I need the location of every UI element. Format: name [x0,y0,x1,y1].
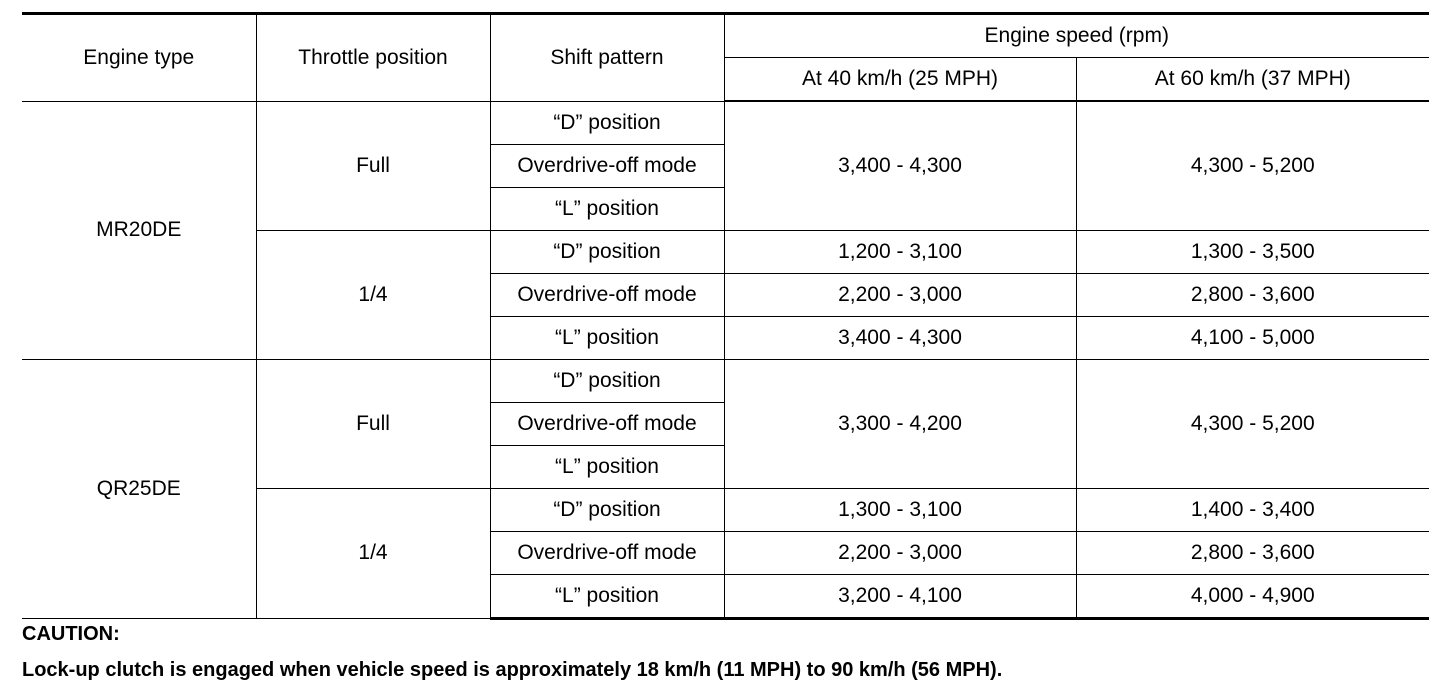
caution-text: Lock-up clutch is engaged when vehicle speed is approximately 18 km/h (11 MPH) to 90 km/h (56 MPH). [22,659,1003,681]
speed-40-cell: 2,200 - 3,000 [724,531,1076,574]
throttle-cell: 1/4 [256,230,490,359]
shift-pattern-cell: “D” position [490,101,724,144]
shift-pattern-cell: “L” position [490,445,724,488]
shift-pattern-cell: “L” position [490,316,724,359]
throttle-cell: Full [256,359,490,488]
speed-60-cell: 1,300 - 3,500 [1076,230,1429,273]
shift-pattern-cell: “L” position [490,187,724,230]
shift-pattern-cell: Overdrive-off mode [490,402,724,445]
engine-speed-spec-table [22,12,1429,620]
shift-pattern-cell: Overdrive-off mode [490,144,724,187]
speed-40-cell: 3,400 - 4,300 [724,101,1076,230]
throttle-cell: Full [256,101,490,230]
speed-60-cell: 4,300 - 5,200 [1076,359,1429,488]
shift-pattern-cell: Overdrive-off mode [490,273,724,316]
speed-40-cell: 2,200 - 3,000 [724,273,1076,316]
speed-60-cell: 2,800 - 3,600 [1076,273,1429,316]
shift-pattern-cell: “D” position [490,488,724,531]
speed-60-cell: 4,100 - 5,000 [1076,316,1429,359]
speed-60-cell: 4,000 - 4,900 [1076,574,1429,618]
header-at-40: At 40 km/h (25 MPH) [724,58,1076,102]
speed-40-cell: 3,300 - 4,200 [724,359,1076,488]
header-engine-type: Engine type [22,14,256,102]
caution-label: CAUTION: [22,623,120,645]
header-throttle-position: Throttle position [256,14,490,102]
shift-pattern-cell: “D” position [490,230,724,273]
speed-40-cell: 1,200 - 3,100 [724,230,1076,273]
engine-type-cell: MR20DE [22,101,256,359]
speed-40-cell: 3,200 - 4,100 [724,574,1076,618]
speed-60-cell: 4,300 - 5,200 [1076,101,1429,230]
shift-pattern-cell: “D” position [490,359,724,402]
speed-60-cell: 1,400 - 3,400 [1076,488,1429,531]
header-at-60: At 60 km/h (37 MPH) [1076,58,1429,102]
speed-40-cell: 3,400 - 4,300 [724,316,1076,359]
header-shift-pattern: Shift pattern [490,14,724,102]
shift-pattern-cell: Overdrive-off mode [490,531,724,574]
throttle-cell: 1/4 [256,488,490,618]
speed-40-cell: 1,300 - 3,100 [724,488,1076,531]
engine-type-cell: QR25DE [22,359,256,618]
shift-pattern-cell: “L” position [490,574,724,618]
speed-60-cell: 2,800 - 3,600 [1076,531,1429,574]
header-engine-speed: Engine speed (rpm) [724,14,1429,58]
